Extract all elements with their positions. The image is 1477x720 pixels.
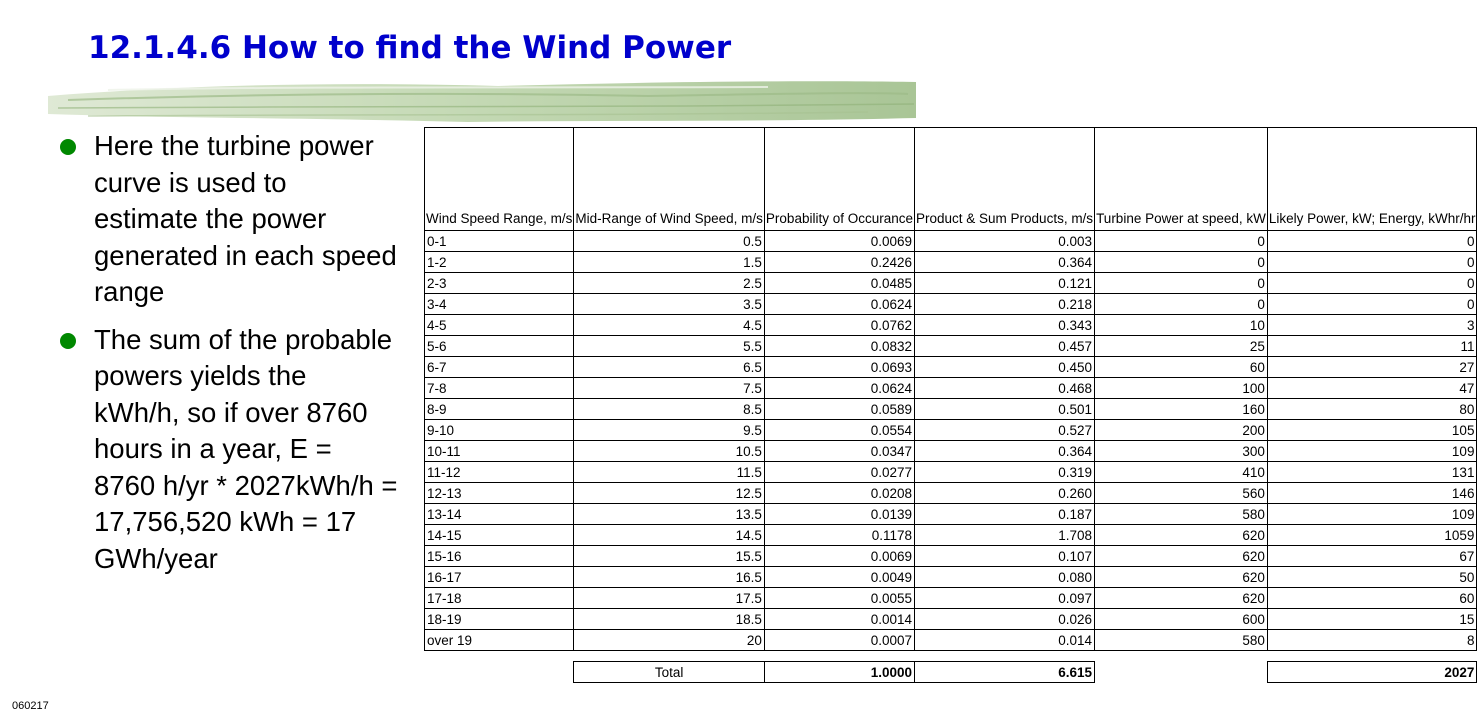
- table-row: [425, 630, 1477, 651]
- cell-speed-range: 13-14: [425, 504, 574, 525]
- cell-turbine-power: 620: [1095, 546, 1268, 567]
- cell-mid-range: 8.5: [574, 399, 765, 420]
- cell-mid-range: 3.5: [574, 294, 765, 315]
- cell-likely-power: 3: [1267, 315, 1477, 336]
- cell-speed-range: 9-10: [425, 420, 574, 441]
- cell-likely-power: 47: [1267, 378, 1477, 399]
- cell-product: 0.003: [915, 231, 1095, 252]
- cell-probability: 0.0624: [764, 378, 914, 399]
- bullet-text: The sum of the probable powers yields the kWh/h, so if over 8760 hours in a year, E = 8760 h/yr * 2027kWh/h = 17,756,520 kWh = 17 GWh/year: [94, 323, 398, 574]
- header-mid-range: Mid-Range of Wind Speed, m/s: [574, 128, 765, 231]
- cell-product: 0.107: [915, 546, 1095, 567]
- table-row: [425, 483, 1477, 504]
- cell-product: 0.187: [915, 504, 1095, 525]
- cell-mid-range: 10.5: [574, 441, 765, 462]
- cell-turbine-power: 580: [1095, 630, 1268, 651]
- table-row: [425, 315, 1477, 336]
- cell-turbine-power: 0: [1095, 273, 1268, 294]
- cell-mid-range: 18.5: [574, 609, 765, 630]
- cell-product: 0.260: [915, 483, 1095, 504]
- table-row: [425, 546, 1477, 567]
- bullet-dot-icon: [60, 333, 76, 349]
- cell-turbine-power: 620: [1095, 525, 1268, 546]
- cell-product: 0.218: [915, 294, 1095, 315]
- cell-mid-range: 4.5: [574, 315, 765, 336]
- cell-product: 0.364: [915, 441, 1095, 462]
- bullet-list: [58, 128, 398, 588]
- cell-turbine-power: 620: [1095, 588, 1268, 609]
- cell-speed-range: 6-7: [425, 357, 574, 378]
- cell-likely-power: 60: [1267, 588, 1477, 609]
- cell-mid-range: 2.5: [574, 273, 765, 294]
- header-product: Product & Sum Products, m/s: [915, 128, 1095, 231]
- table-row: [425, 273, 1477, 294]
- bullet-item: [58, 128, 398, 311]
- cell-likely-power: 109: [1267, 504, 1477, 525]
- cell-product: 0.121: [915, 273, 1095, 294]
- cell-likely-power: 80: [1267, 399, 1477, 420]
- cell-likely-power: 0: [1267, 252, 1477, 273]
- cell-speed-range: 7-8: [425, 378, 574, 399]
- cell-likely-power: 50: [1267, 567, 1477, 588]
- cell-mid-range: 12.5: [574, 483, 765, 504]
- cell-product: 0.097: [915, 588, 1095, 609]
- cell-likely-power: 146: [1267, 483, 1477, 504]
- cell-speed-range: 15-16: [425, 546, 574, 567]
- cell-speed-range: 17-18: [425, 588, 574, 609]
- cell-probability: 0.0832: [764, 336, 914, 357]
- total-product: 6.615: [915, 662, 1095, 683]
- cell-turbine-power: 620: [1095, 567, 1268, 588]
- cell-product: 0.014: [915, 630, 1095, 651]
- cell-product: 0.026: [915, 609, 1095, 630]
- table-row: [425, 294, 1477, 315]
- cell-probability: 0.0485: [764, 273, 914, 294]
- cell-mid-range: 9.5: [574, 420, 765, 441]
- cell-probability: 0.1178: [764, 525, 914, 546]
- cell-mid-range: 14.5: [574, 525, 765, 546]
- cell-speed-range: 8-9: [425, 399, 574, 420]
- cell-speed-range: 11-12: [425, 462, 574, 483]
- bullet-dot-icon: [60, 139, 76, 155]
- table-row: [425, 399, 1477, 420]
- header-likely-power: Likely Power, kW; Energy, kWhr/hr: [1267, 128, 1477, 231]
- cell-speed-range: 16-17: [425, 567, 574, 588]
- cell-product: 0.450: [915, 357, 1095, 378]
- cell-speed-range: 12-13: [425, 483, 574, 504]
- cell-turbine-power: 0: [1095, 294, 1268, 315]
- cell-mid-range: 17.5: [574, 588, 765, 609]
- cell-probability: 0.0554: [764, 420, 914, 441]
- table-row: [425, 609, 1477, 630]
- cell-product: 0.468: [915, 378, 1095, 399]
- cell-speed-range: 1-2: [425, 252, 574, 273]
- table-row: [425, 525, 1477, 546]
- cell-product: 0.343: [915, 315, 1095, 336]
- wind-power-table: [424, 127, 1477, 683]
- cell-turbine-power: 0: [1095, 252, 1268, 273]
- cell-probability: 0.0347: [764, 441, 914, 462]
- cell-speed-range: 10-11: [425, 441, 574, 462]
- cell-speed-range: 14-15: [425, 525, 574, 546]
- table-row: [425, 252, 1477, 273]
- slide-title: 12.1.4.6 How to find the Wind Power: [88, 30, 732, 66]
- cell-probability: 0.0069: [764, 231, 914, 252]
- cell-mid-range: 6.5: [574, 357, 765, 378]
- cell-likely-power: 27: [1267, 357, 1477, 378]
- total-energy: 2027: [1267, 662, 1477, 683]
- cell-likely-power: 0: [1267, 294, 1477, 315]
- cell-likely-power: 67: [1267, 546, 1477, 567]
- cell-product: 0.319: [915, 462, 1095, 483]
- cell-turbine-power: 25: [1095, 336, 1268, 357]
- slide-footer-code: 060217: [12, 700, 49, 712]
- cell-probability: 0.2426: [764, 252, 914, 273]
- cell-turbine-power: 10: [1095, 315, 1268, 336]
- cell-mid-range: 15.5: [574, 546, 765, 567]
- cell-likely-power: 109: [1267, 441, 1477, 462]
- cell-probability: 0.0208: [764, 483, 914, 504]
- cell-turbine-power: 200: [1095, 420, 1268, 441]
- cell-mid-range: 7.5: [574, 378, 765, 399]
- header-probability: Probability of Occurance: [764, 128, 914, 231]
- cell-turbine-power: 100: [1095, 378, 1268, 399]
- cell-probability: 0.0762: [764, 315, 914, 336]
- cell-turbine-power: 600: [1095, 609, 1268, 630]
- header-turbine-power: Turbine Power at speed, kW: [1095, 128, 1268, 231]
- table-row: [425, 588, 1477, 609]
- cell-likely-power: 0: [1267, 231, 1477, 252]
- cell-turbine-power: 300: [1095, 441, 1268, 462]
- cell-likely-power: 1059: [1267, 525, 1477, 546]
- cell-product: 0.364: [915, 252, 1095, 273]
- title-underline-brushstroke: [48, 78, 916, 124]
- cell-turbine-power: 60: [1095, 357, 1268, 378]
- bullet-item: [58, 322, 398, 578]
- cell-speed-range: 5-6: [425, 336, 574, 357]
- cell-speed-range: over 19: [425, 630, 574, 651]
- cell-speed-range: 0-1: [425, 231, 574, 252]
- table-row: [425, 420, 1477, 441]
- table-row: [425, 504, 1477, 525]
- cell-probability: 0.0624: [764, 294, 914, 315]
- cell-likely-power: 15: [1267, 609, 1477, 630]
- cell-mid-range: 16.5: [574, 567, 765, 588]
- cell-product: 0.527: [915, 420, 1095, 441]
- cell-mid-range: 1.5: [574, 252, 765, 273]
- cell-product: 0.501: [915, 399, 1095, 420]
- cell-mid-range: 5.5: [574, 336, 765, 357]
- cell-probability: 0.0014: [764, 609, 914, 630]
- table-row: [425, 462, 1477, 483]
- cell-speed-range: 18-19: [425, 609, 574, 630]
- header-wind-speed-range: Wind Speed Range, m/s: [425, 128, 574, 231]
- cell-probability: 0.0069: [764, 546, 914, 567]
- table-row: [425, 567, 1477, 588]
- cell-product: 1.708: [915, 525, 1095, 546]
- table-body: [425, 231, 1477, 651]
- cell-product: 0.080: [915, 567, 1095, 588]
- cell-turbine-power: 560: [1095, 483, 1268, 504]
- total-label: Total: [574, 662, 765, 683]
- cell-probability: 0.0139: [764, 504, 914, 525]
- cell-likely-power: 0: [1267, 273, 1477, 294]
- table-row: [425, 336, 1477, 357]
- cell-likely-power: 8: [1267, 630, 1477, 651]
- cell-likely-power: 11: [1267, 336, 1477, 357]
- cell-mid-range: 13.5: [574, 504, 765, 525]
- cell-turbine-power: 410: [1095, 462, 1268, 483]
- cell-turbine-power: 160: [1095, 399, 1268, 420]
- cell-mid-range: 11.5: [574, 462, 765, 483]
- cell-probability: 0.0589: [764, 399, 914, 420]
- cell-turbine-power: 580: [1095, 504, 1268, 525]
- cell-turbine-power: 0: [1095, 231, 1268, 252]
- bullet-text: Here the turbine power curve is used to estimate the power generated in each speed range: [94, 130, 397, 307]
- table-row: [425, 231, 1477, 252]
- cell-probability: 0.0007: [764, 630, 914, 651]
- cell-product: 0.457: [915, 336, 1095, 357]
- table-header-row: [425, 128, 1477, 231]
- table-row: [425, 441, 1477, 462]
- cell-likely-power: 105: [1267, 420, 1477, 441]
- cell-mid-range: 0.5: [574, 231, 765, 252]
- cell-speed-range: 4-5: [425, 315, 574, 336]
- cell-probability: 0.0049: [764, 567, 914, 588]
- cell-probability: 0.0693: [764, 357, 914, 378]
- table-row: [425, 357, 1477, 378]
- cell-probability: 0.0277: [764, 462, 914, 483]
- cell-probability: 0.0055: [764, 588, 914, 609]
- total-probability: 1.0000: [764, 662, 914, 683]
- cell-speed-range: 3-4: [425, 294, 574, 315]
- cell-mid-range: 20: [574, 630, 765, 651]
- table-row: [425, 378, 1477, 399]
- cell-speed-range: 2-3: [425, 273, 574, 294]
- cell-likely-power: 131: [1267, 462, 1477, 483]
- total-row: [425, 662, 1477, 683]
